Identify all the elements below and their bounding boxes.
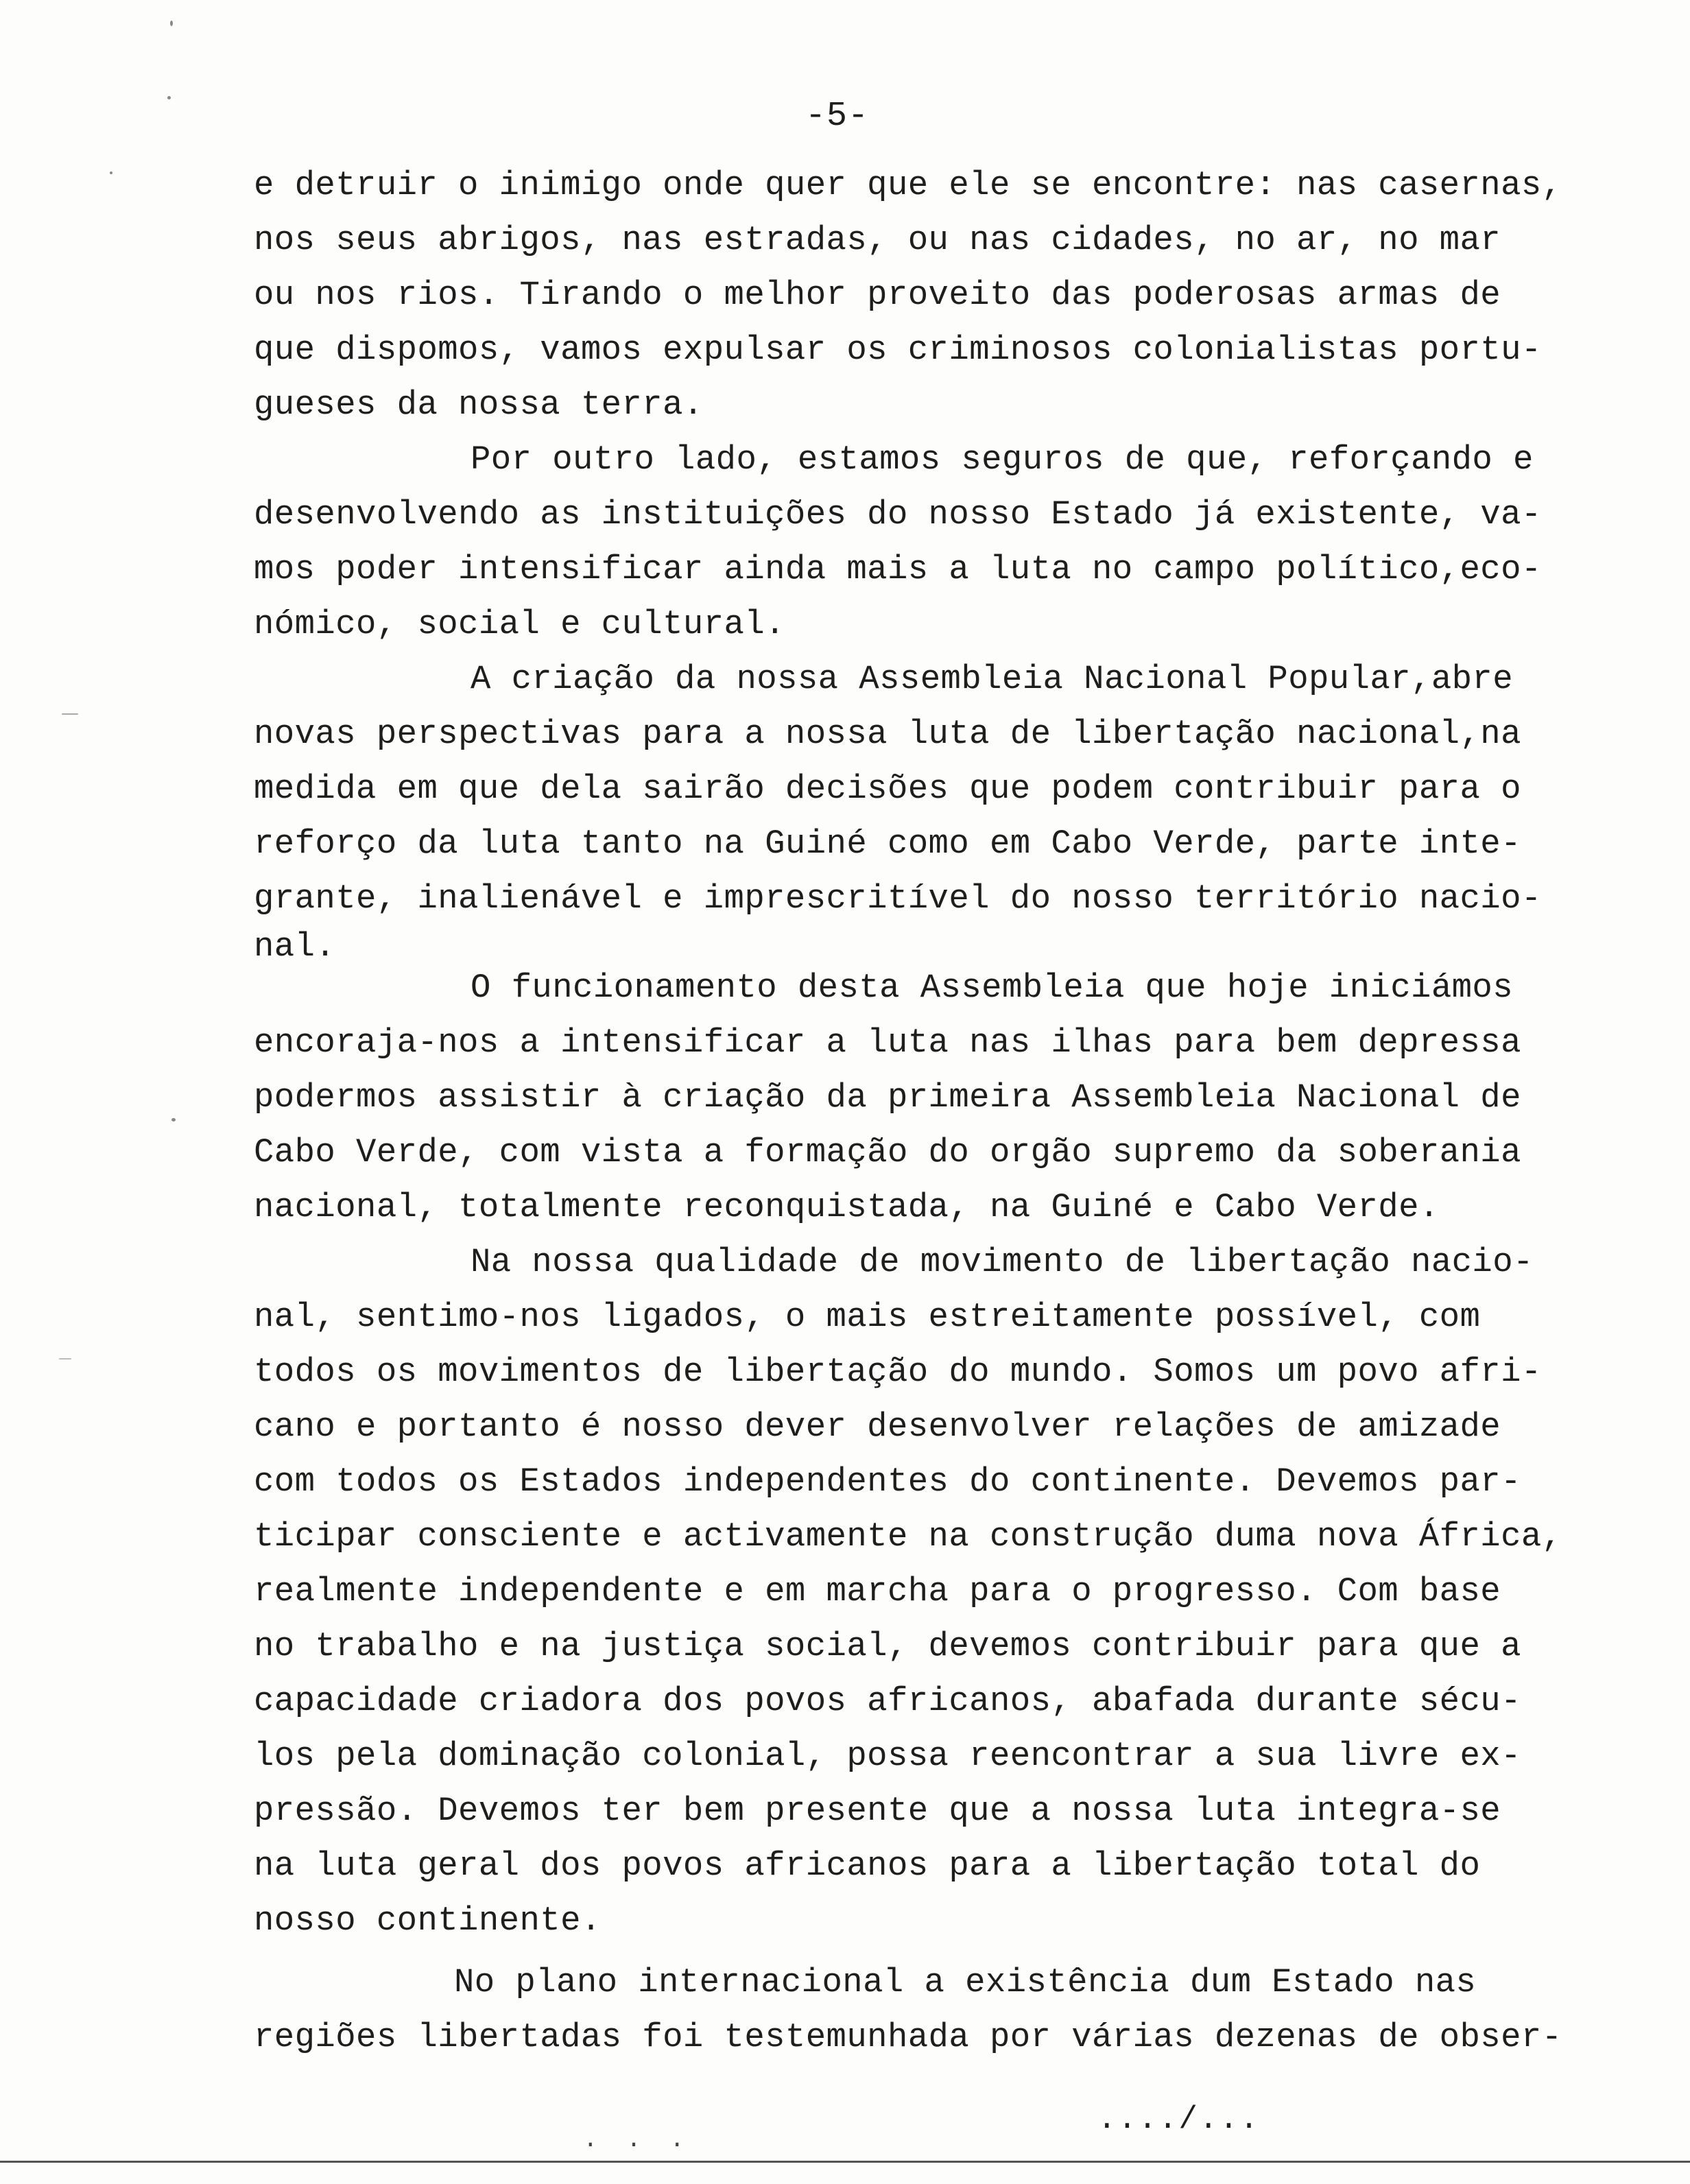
text-line: nosso continente. (254, 1901, 602, 1940)
bottom-edge-rule (0, 2161, 1690, 2163)
text-line: nómico, social e cultural. (254, 605, 785, 643)
text-line: nal. (254, 927, 336, 966)
text-line: nacional, totalmente reconquistada, na Guiné e Cabo Verde. (254, 1188, 1440, 1226)
text-line: podermos assistir à criação da primeira Assembleia Nacional de (254, 1078, 1521, 1117)
text-line: mos poder intensificar ainda mais a luta no campo político,eco- (254, 550, 1542, 589)
paragraph-start-line: O funcionamento desta Assembleia que hoje iniciámos (471, 969, 1514, 1007)
text-line: medida em que dela sairão decisões que podem contribuir para o (254, 770, 1521, 808)
paragraph-start-line: No plano internacional a existência dum Estado nas (454, 1963, 1477, 2002)
scan-speck (59, 1358, 71, 1360)
text-line: reforço da luta tanto na Guiné como em Cabo Verde, parte inte- (254, 824, 1521, 863)
text-line: realmente independente e em marcha para o progresso. Com base (254, 1572, 1501, 1611)
text-line: gueses da nossa terra. (254, 385, 704, 424)
text-line: e detruir o inimigo onde quer que ele se encontre: nas casernas, (254, 166, 1562, 204)
text-line: todos os movimentos de libertação do mundo. Somos um povo afri- (254, 1353, 1542, 1391)
text-line: nal, sentimo-nos ligados, o mais estreitamente possível, com (254, 1298, 1481, 1336)
text-line: ou nos rios. Tirando o melhor proveito das poderosas armas de (254, 276, 1501, 314)
paragraph-start-line: Por outro lado, estamos seguros de que, reforçando e (471, 440, 1534, 479)
text-line: na luta geral dos povos africanos para a libertação total do (254, 1847, 1481, 1885)
text-line: no trabalho e na justiça social, devemos contribuir para que a (254, 1627, 1521, 1665)
text-line: nos seus abrigos, nas estradas, ou nas cidades, no ar, no mar (254, 221, 1501, 259)
text-line: desenvolvendo as instituições do nosso Estado já existente, va- (254, 495, 1542, 534)
footer-dots: . . . (583, 2126, 692, 2154)
text-line: novas perspectivas para a nossa luta de libertação nacional,na (254, 715, 1521, 753)
continuation-marker: ..../... (1097, 2102, 1260, 2137)
text-line: los pela dominação colonial, possa reencontrar a sua livre ex- (254, 1737, 1521, 1775)
scan-speck (171, 1118, 176, 1121)
scan-speck (167, 96, 171, 99)
paragraph-start-line: Na nossa qualidade de movimento de libertação nacio- (471, 1243, 1534, 1281)
text-line: ticipar consciente e activamente na construção duma nova África, (254, 1517, 1562, 1556)
text-line: pressão. Devemos ter bem presente que a nossa luta integra-se (254, 1792, 1501, 1830)
text-line: regiões libertadas foi testemunhada por várias dezenas de obser- (254, 2018, 1562, 2056)
text-line: grante, inalienável e imprescritível do nosso território nacio- (254, 879, 1542, 918)
paragraph-start-line: A criação da nossa Assembleia Nacional Popular,abre (471, 660, 1514, 698)
scan-speck (170, 21, 173, 26)
scan-speck (62, 713, 78, 715)
scan-speck (110, 171, 112, 174)
text-line: cano e portanto é nosso dever desenvolver relações de amizade (254, 1408, 1501, 1446)
text-line: que dispomos, vamos expulsar os criminosos colonialistas portu- (254, 331, 1542, 369)
text-line: encoraja-nos a intensificar a luta nas ilhas para bem depressa (254, 1023, 1521, 1062)
text-line: com todos os Estados independentes do continente. Devemos par- (254, 1462, 1521, 1501)
text-line: capacidade criadora dos povos africanos, abafada durante sécu- (254, 1682, 1521, 1720)
page-number: -5- (805, 97, 870, 136)
text-line: Cabo Verde, com vista a formação do orgão supremo da soberania (254, 1133, 1521, 1172)
